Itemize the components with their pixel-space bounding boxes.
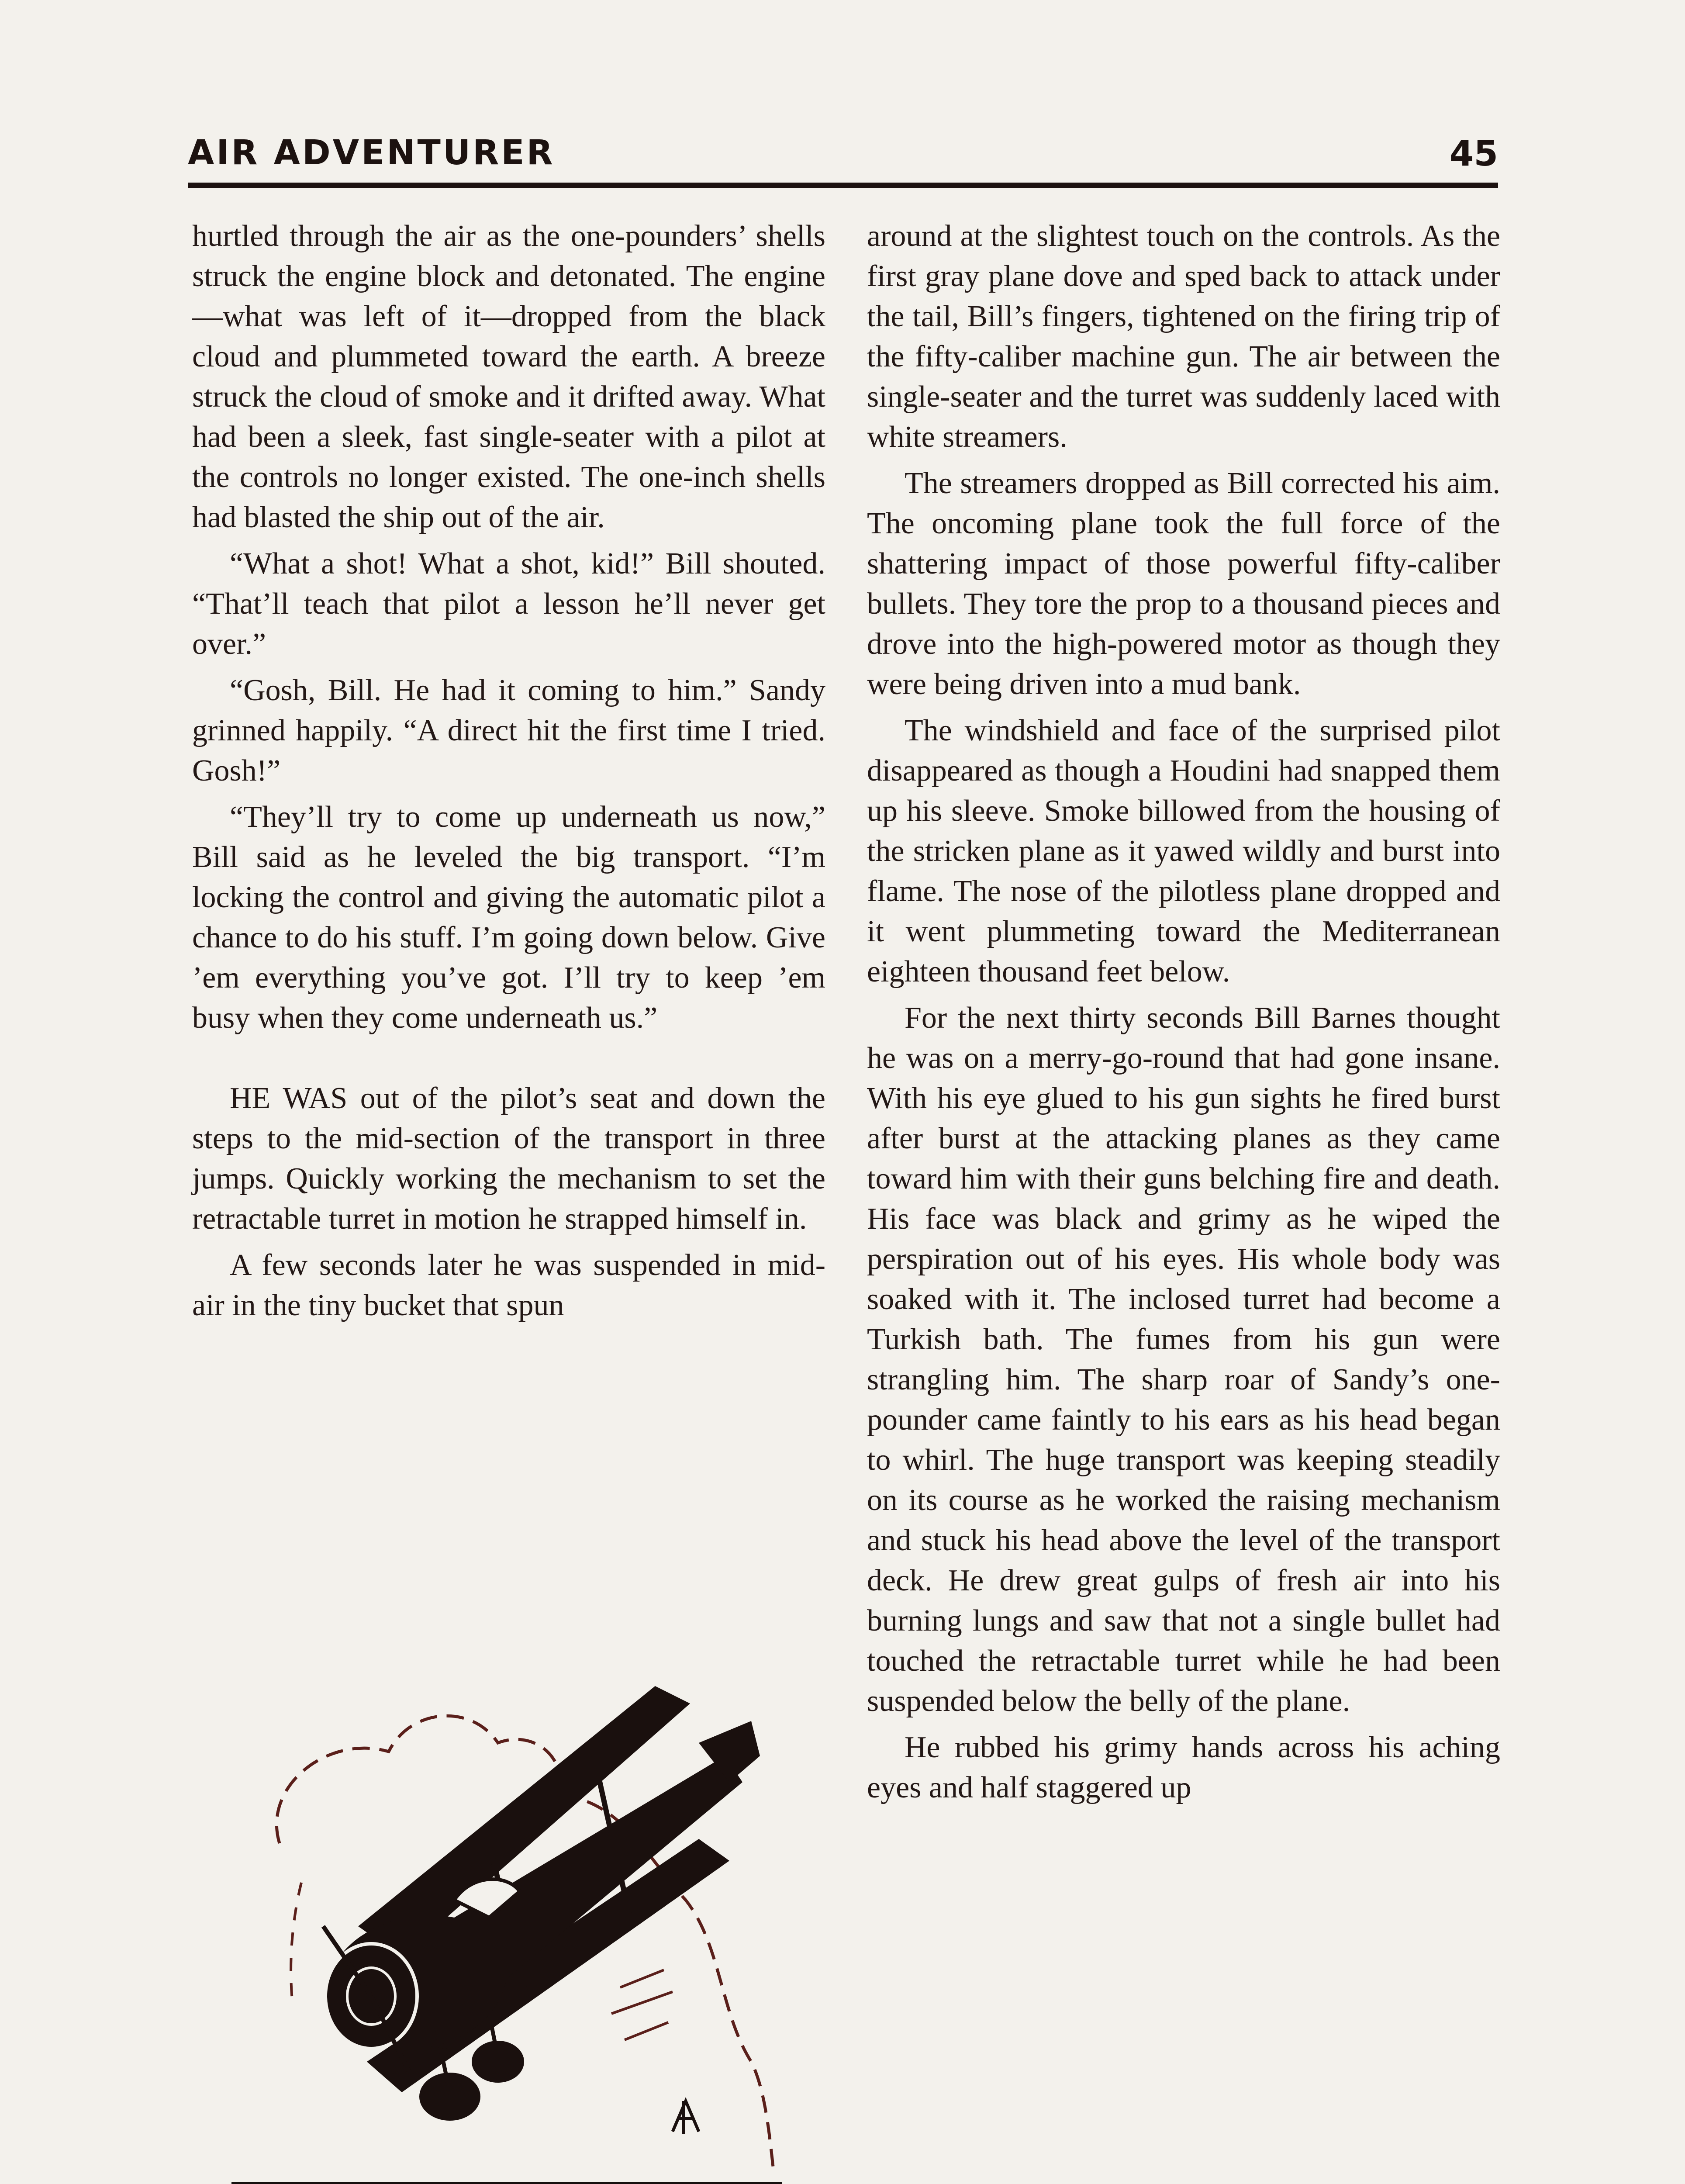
paragraph: “Gosh, Bill. He had it coming to him.” Sandy grinned happily. “A direct hit the first time I tried. Gosh!” — [192, 674, 825, 788]
running-title: AIR ADVENTURER — [188, 133, 555, 173]
paragraph: The streamers dropped as Bill corrected his aim. The oncoming plane took the full force of the shattering impact of those powerful fifty-caliber bullets. They tore the prop to a thousand pieces and drove into the high-powered motor as though they were being driven into a mud bank. — [867, 467, 1500, 701]
paragraph: “They’ll try to come up underneath us now,” Bill said as he leveled the big transport. “I’m locking the control and giving the automatic pilot a chance to do his stuff. I’m going down below. Give ’em everything you’ve got. I’ll try to keep ’em busy when they come underneath us.” — [192, 800, 825, 1035]
paragraph: hurtled through the air as the one-pounders’ shells struck the engine block and detonated. The engine—what was left of it—dropped from the black cloud and plummeted toward the earth. A breeze struck the cloud of smoke and it drifted away. What had been a sleek, fast single-seater with a pilot at the controls no longer existed. The one-inch shells had blasted the ship out of the air. — [192, 219, 825, 534]
paragraph: HE WAS out of the pilot’s seat and down the steps to the mid-section of the transport in three jumps. Quickly working the mechanism to set the retractable turret in motion he strapped himself in. — [192, 1082, 825, 1236]
header-rule — [188, 183, 1498, 188]
right-text-column — [867, 216, 1500, 1814]
paragraph: around at the slightest touch on the controls. As the first gray plane dove and sped back to attack under the tail, Bill’s fingers, tightened on the firing trip of the fifty-caliber machine gun. The air between the single-seater and the turret was suddenly laced with white streamers. — [867, 219, 1500, 454]
biplane-illustration — [227, 1655, 795, 2173]
wheel-left — [419, 2073, 480, 2121]
paragraph: “What a shot! What a shot, kid!” Bill shouted. “That’ll teach that pilot a lesson he’ll never get over.” — [192, 547, 825, 661]
paragraph: He rubbed his grimy hands across his aching eyes and half staggered up — [867, 1731, 1500, 1804]
page-header — [188, 129, 1498, 190]
paragraph: For the next thirty seconds Bill Barnes thought he was on a merry-go-round that had gone insane. With his eye glued to his gun sights he fired burst after burst at the attacking planes as they came toward him with their guns belching fire and death. His face was black and grimy as he wiped the perspiration out of his eyes. His whole body was soaked with it. The inclosed turret had become a Turkish bath. The fumes from his gun were strangling him. The sharp roar of Sandy’s one-pounder came faintly to his ears as his head began to whirl. The huge transport was keeping steadily on its course as he worked the raising mechanism and stuck his head above the level of the transport deck. He drew great gulps of fresh air into his burning lungs and saw that not a single bullet had touched the retractable turret while he had been suspended below the belly of the plane. — [867, 1001, 1500, 1718]
paragraph: A few seconds later he was suspended in mid-air in the tiny bucket that spun — [192, 1248, 825, 1322]
speed-lines — [611, 1970, 673, 2040]
paragraph: The windshield and face of the surprised pilot disappeared as though a Houdini had snapped them up his sleeve. Smoke billowed from the housing of the stricken plane as it yawed wildly and burst into flame. The nose of the pilotless plane dropped and it went plummeting toward the Mediterranean eighteen thousand feet below. — [867, 714, 1500, 988]
left-text-column — [192, 216, 825, 1332]
smoke-cloud-lower — [291, 1883, 301, 2005]
biplane-drawing — [227, 1655, 795, 2173]
wheel-right — [472, 2041, 524, 2083]
artist-monogram — [673, 2101, 699, 2134]
illustration-base-rule — [231, 2182, 782, 2184]
page-number: 45 — [1449, 133, 1498, 174]
